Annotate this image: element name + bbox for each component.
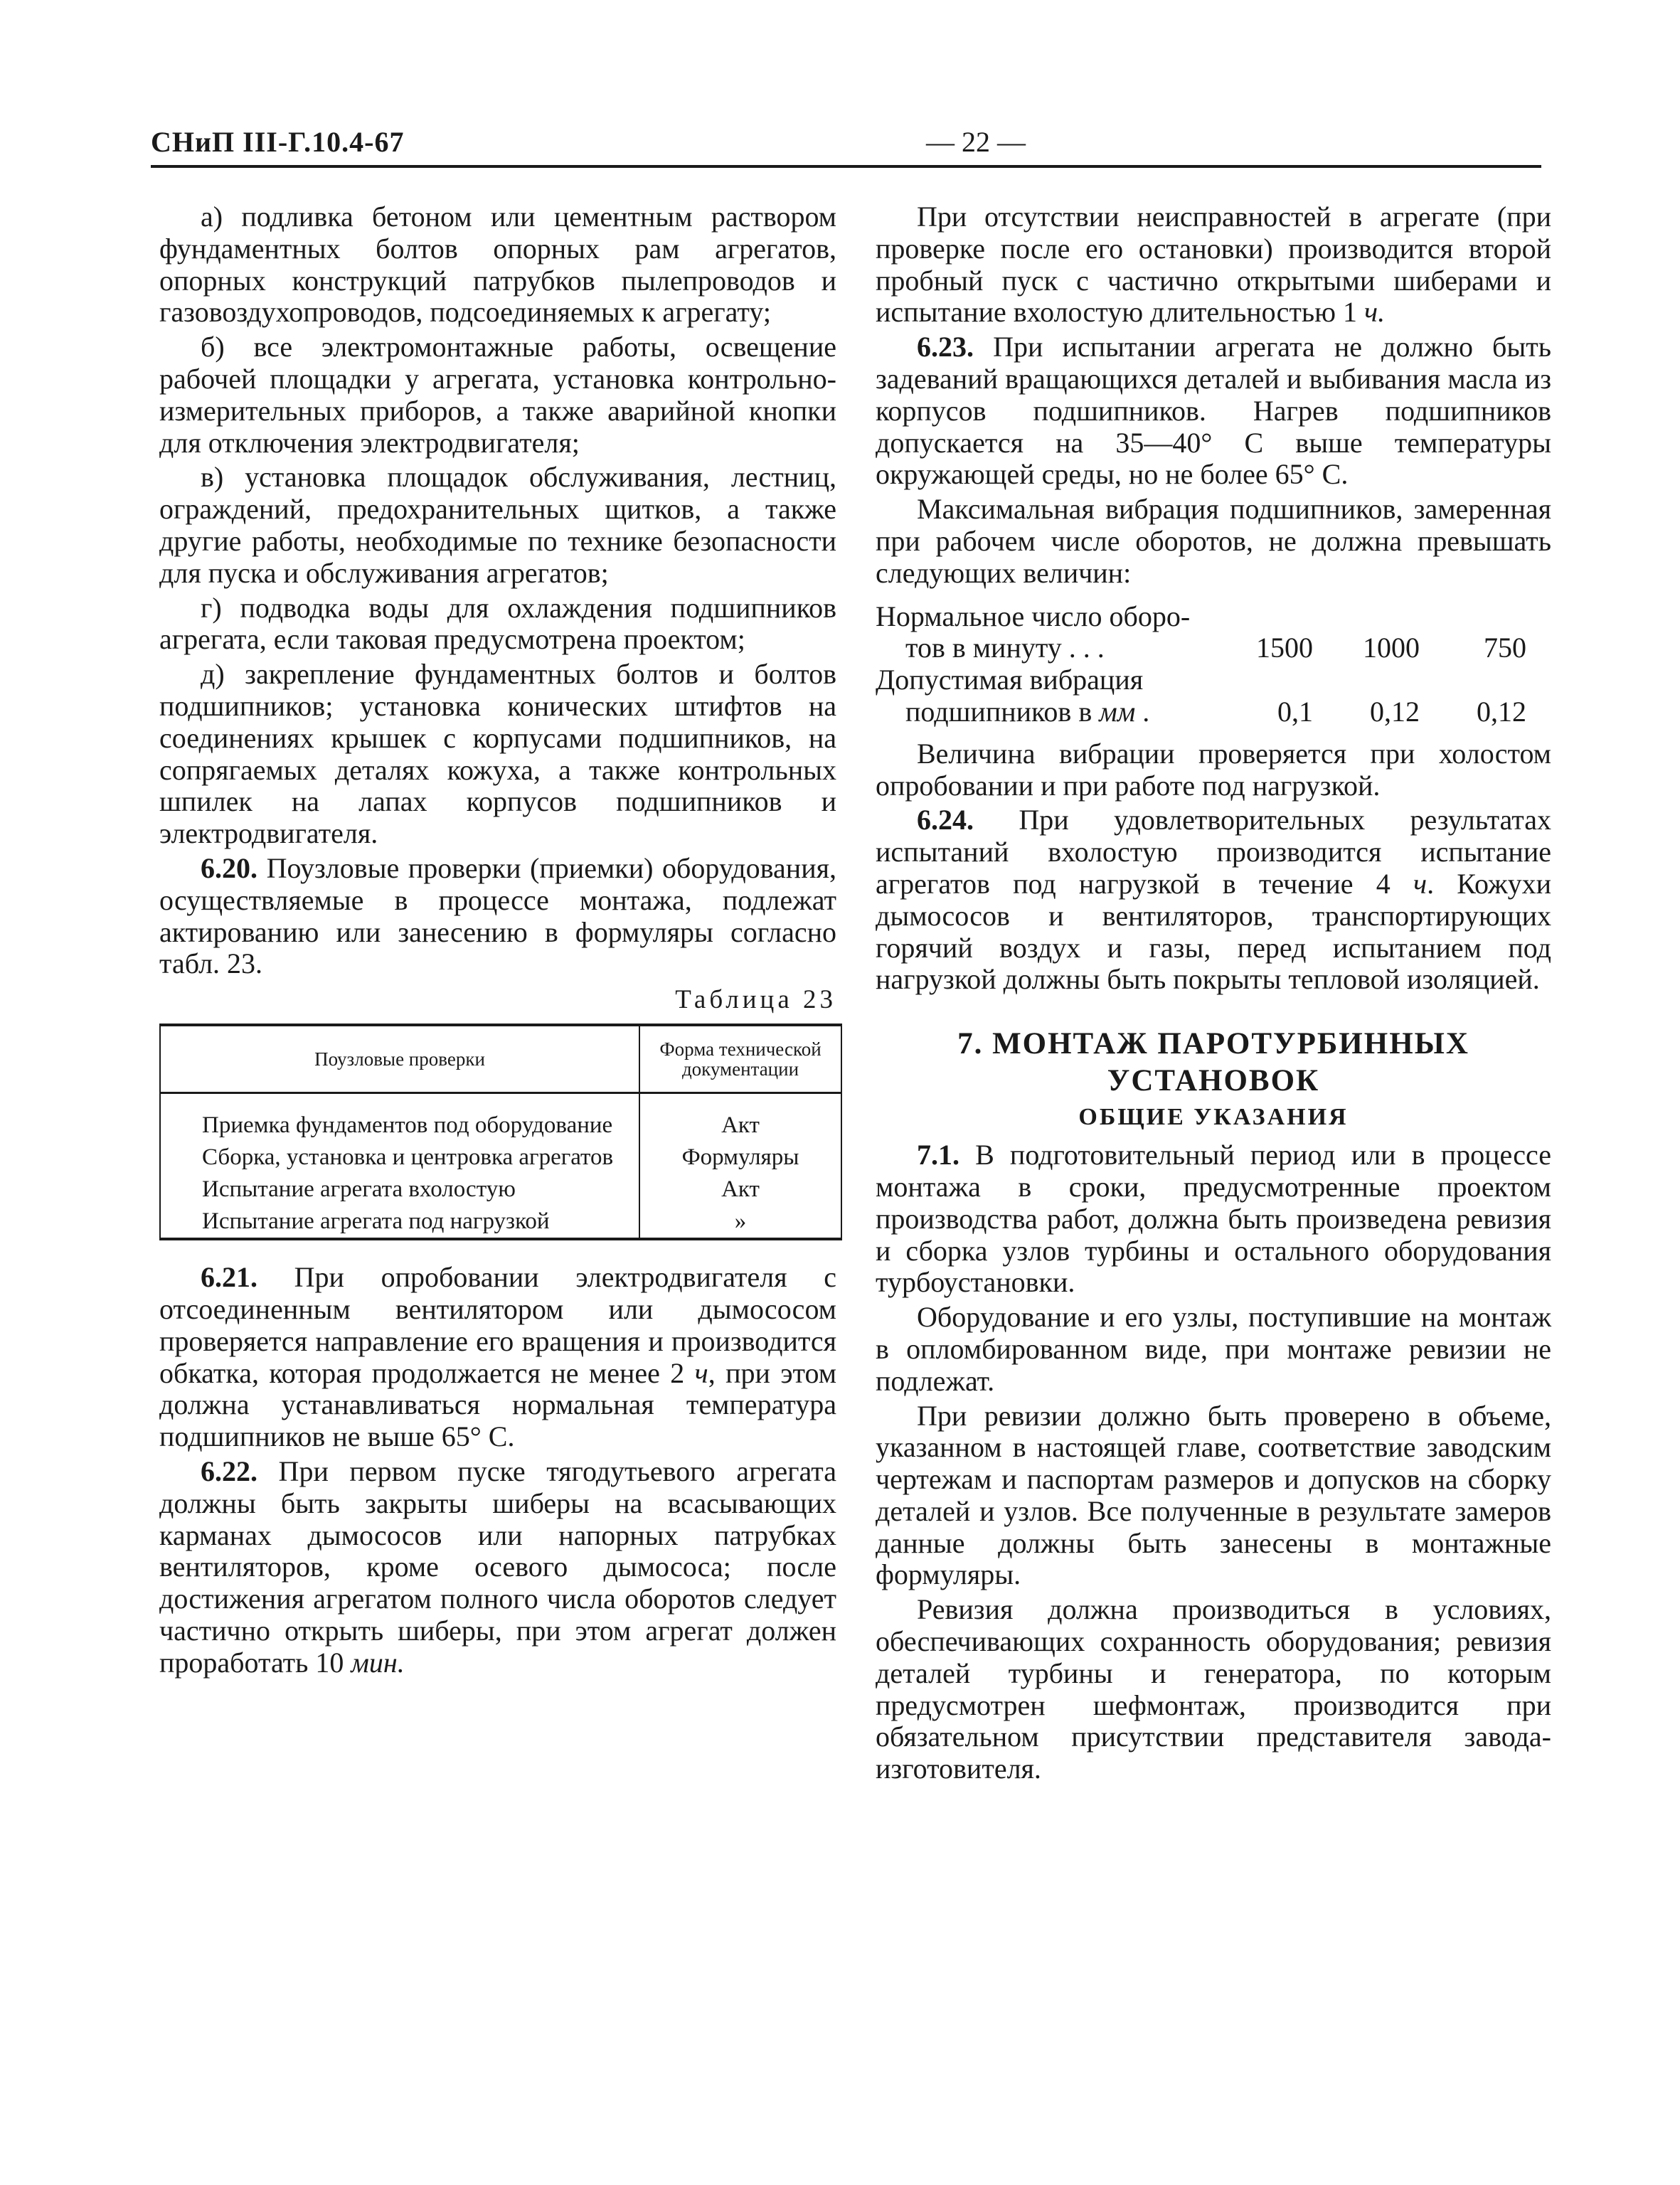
table-header-form: Форма технической документации bbox=[639, 1025, 841, 1093]
right-column bbox=[876, 201, 1551, 1788]
clause-number: 7.1. bbox=[917, 1139, 959, 1171]
table-row bbox=[160, 1142, 841, 1174]
clause-text-tail: , при этом должна устанавливаться нормальная температура подшипников не выше 65° С. bbox=[159, 1356, 837, 1453]
clause-text-tail: . Кожухи дымососов и вентиляторов, транспортирующих горячий воздух и газы, перед испытанием под нагрузкой должны быть покрыты тепловой изоляцией. bbox=[876, 867, 1552, 996]
table-cell-check: Приемка фундаментов под оборудование bbox=[160, 1110, 639, 1142]
vibration-value: 0,12 bbox=[1477, 695, 1526, 728]
table-cell-check: Испытание агрегата вхолостую bbox=[160, 1174, 639, 1206]
unit-hours: ч bbox=[694, 1356, 708, 1389]
vibration-label-text: подшипников в bbox=[905, 695, 1100, 728]
revision-scope-paragraph: При ревизии должно быть проверено в объеме, указанном в настоящей главе, соответствие заводским чертежам и паспортам размеров и допусков на сборку деталей и узлов. Все полученные в результате замеров данные должны быть занесены в монтажные формуляры. bbox=[876, 1399, 1551, 1591]
clause-6-23 bbox=[876, 331, 1551, 491]
page-header bbox=[151, 125, 1541, 168]
sealed-equipment-paragraph: Оборудование и его узлы, поступившие на монтаж в опломбированном виде, при монтаже ревизии не подлежат. bbox=[876, 1301, 1551, 1397]
clause-number: 6.22. bbox=[201, 1455, 257, 1487]
vibration-label-line-2 bbox=[876, 696, 1228, 728]
vibration-row bbox=[876, 696, 1551, 728]
clause-number: 6.23. bbox=[917, 331, 974, 363]
left-column bbox=[159, 201, 836, 1681]
clause-text: При испытании агрегата не должно быть задеваний вращающихся деталей и выбивания масла из корпусов подшипников. Нагрев подшипников допускается на 35—40° С выше температуры окружающей среды, но не более 65° С. bbox=[876, 331, 1551, 491]
clause-number: 6.21. bbox=[201, 1261, 257, 1294]
table-cell-check: Сборка, установка и центровка агрегатов bbox=[160, 1142, 639, 1174]
second-start-paragraph bbox=[876, 201, 1551, 329]
rpm-value: 750 bbox=[1484, 632, 1526, 664]
paragraph-text: При отсутствии неисправностей в агрегате (при проверке после его остановки) производится второй пробный пуск с частично открытыми шиберами и испытание вхолостую длительностью 1 bbox=[876, 201, 1551, 329]
section-title-line-2: УСТАНОВОК bbox=[1107, 1064, 1320, 1098]
revision-conditions-paragraph: Ревизия должна производиться в условиях, обеспечивающих сохранность оборудования; ревизия деталей турбины и генератора, по которым предусмотрен шефмонтаж, производится при обязательном присутствии представителя завода-изготовителя. bbox=[876, 1593, 1551, 1785]
vibration-table bbox=[876, 601, 1551, 728]
item-g: г) подводка воды для охлаждения подшипников агрегата, если таковая предусмотрена проектом; bbox=[159, 591, 836, 656]
table-cell-form: Формуляры bbox=[639, 1142, 841, 1174]
item-d: д) закрепление фундаментных болтов и болтов подшипников; установка конических штифтов на соединениях крышек с корпусами подшипников, на сопрягаемых деталях кожуха, а также контрольных шпилек на лапах корпусов подшипников и электродвигателя. bbox=[159, 658, 836, 850]
clause-7-1 bbox=[876, 1139, 1551, 1299]
table-header-checks: Поузловые проверки bbox=[160, 1025, 639, 1093]
clause-text: В подготовительный период или в процессе монтажа в сроки, предусмотренные проектом производства работ, должна быть произведена ревизия и сборка узлов турбины и остального оборудования турбоустановки. bbox=[876, 1139, 1551, 1299]
clause-text: При удовлетворительных результатах испытаний вхолостую производится испытание агрегатов под нагрузкой в течение 4 bbox=[876, 804, 1551, 900]
table-row bbox=[160, 1206, 841, 1239]
rpm-value: 1500 bbox=[1256, 632, 1313, 664]
table-caption: Таблица 23 bbox=[675, 985, 836, 1015]
clause-number: 6.20. bbox=[201, 851, 257, 884]
unit-hours: ч. bbox=[1364, 296, 1386, 329]
unit-minutes: мин. bbox=[351, 1646, 405, 1679]
vibration-value: 0,12 bbox=[1370, 695, 1420, 728]
table-row bbox=[160, 1174, 841, 1206]
table-cell-form: Акт bbox=[639, 1174, 841, 1206]
item-a: а) подливка бетоном или цементным раствором фундаментных болтов опорных рам агрегатов, опорных конструкций патрубков пылепроводов и газовоздухопроводов, подсоединяемых к агрегату; bbox=[159, 201, 836, 329]
table-cell-form: Акт bbox=[639, 1110, 841, 1142]
vibration-value: 0,1 bbox=[1277, 695, 1313, 728]
clause-6-20 bbox=[159, 853, 836, 980]
vibration-check: Величина вибрации проверяется при холостом опробовании и при работе под нагрузкой. bbox=[876, 737, 1551, 802]
document-code: СНиП III-Г.10.4-67 bbox=[151, 126, 405, 158]
rpm-row bbox=[876, 632, 1551, 664]
clause-text: Поузловые проверки (приемки) оборудования, осуществляемые в процессе монтажа, подлежат актированию или занесению в формуляры согласно табл. 23. bbox=[159, 851, 836, 980]
clause-text: При первом пуске тягодутьевого агрегата должны быть закрыты шиберы на всасывающих карманах дымососов или напорных патрубках вентиляторов, кроме осевого дымососа; после достижения агрегатом полного числа оборотов следует частично открыть шиберы, при этом агрегат должен проработать 10 bbox=[159, 1455, 836, 1679]
clause-6-24 bbox=[876, 804, 1551, 996]
vibration-label-dot: . bbox=[1135, 695, 1150, 728]
table-cell-form: » bbox=[639, 1206, 841, 1239]
subsection-title: ОБЩИЕ УКАЗАНИЯ bbox=[1078, 1104, 1349, 1131]
clause-number: 6.24. bbox=[917, 804, 974, 836]
table-row bbox=[160, 1110, 841, 1142]
vibration-label-line-1: Допустимая вибрация bbox=[876, 664, 1144, 696]
clause-6-21 bbox=[159, 1262, 836, 1453]
clause-6-22 bbox=[159, 1456, 836, 1679]
clause-text: При опробовании электродвигателя с отсоединенным вентилятором или дымососом проверяется направление его вращения и производится обкатка, которая продолжается не менее 2 bbox=[159, 1261, 836, 1389]
rpm-label-line-1: Нормальное число оборо- bbox=[876, 600, 1191, 632]
item-v: в) установка площадок обслуживания, лестниц, ограждений, предохранительных щитков, а также другие работы, необходимые по технике безопасности для пуска и обслуживания агрегатов; bbox=[159, 461, 836, 589]
item-b: б) все электромонтажные работы, освещение рабочей площадки у агрегата, установка контрольно-измерительных приборов, а также аварийной кнопки для отключения электродвигателя; bbox=[159, 331, 836, 459]
unit-mm: мм bbox=[1099, 695, 1136, 728]
table-23 bbox=[159, 1024, 842, 1240]
section-title bbox=[876, 1026, 1551, 1100]
page-number: — 22 — bbox=[926, 126, 1026, 158]
vibration-intro: Максимальная вибрация подшипников, замеренная при рабочем числе оборотов, не должна превышать следующих величин: bbox=[876, 493, 1551, 589]
rpm-label-line-2: тов в минуту . . . bbox=[905, 632, 1105, 664]
section-title-line-1: 7. МОНТАЖ ПАРОТУРБИННЫХ bbox=[957, 1027, 1469, 1061]
table-cell-check: Испытание агрегата под нагрузкой bbox=[160, 1206, 639, 1239]
unit-hours: ч bbox=[1413, 867, 1428, 900]
rpm-value: 1000 bbox=[1363, 632, 1420, 664]
